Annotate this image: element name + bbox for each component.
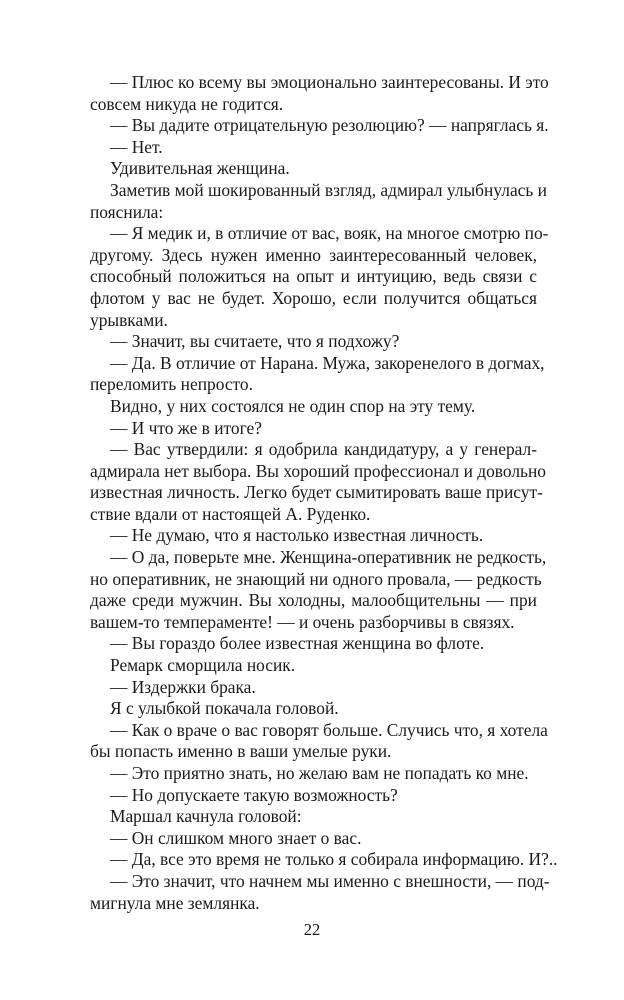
text-line: — Это приятно знать, но желаю вам не попадать ко мне. [110,763,529,783]
text-line: переломить непросто. [90,374,253,395]
paragraph [90,418,537,440]
text-line: — О да, поверьте мне. Женщина-оперативник не редкость, [110,547,547,568]
paragraph [90,655,537,677]
paragraph [90,849,558,871]
text-line: известная личность. Легко будет сымитировать ваше присут- [90,482,543,503]
text-line: — Да. В отличие от Нарана. Мужа, закоренелого в догмах, [110,352,545,373]
paragraph [90,719,548,763]
text-line: — Как о враче о вас говорят больше. Случись что, я хотела [110,719,548,740]
text-line: ствие вдали от настоящей А. Руденко. [90,503,371,524]
text-line: — Издержки брака. [110,676,256,697]
text-line: — Вы дадите отрицательную резолюцию? — напряглась я. [110,115,549,136]
text-line: Заметив мой шокированный взгляд, адмирал улыбнулась и [110,179,547,200]
paragraph [90,763,537,785]
paragraph [90,439,546,525]
paragraph [90,677,537,699]
text-line: мигнула мне землянка. [90,892,260,913]
paragraph [90,72,549,115]
paragraph [90,158,537,180]
text-line: — Я медик и, в отличие от вас, вояк, на многое смотрю по- [110,223,549,244]
paragraph [90,331,537,353]
paragraph [90,785,537,807]
paragraph [90,870,550,914]
text-line: Я с улыбкой покачала головой. [110,698,339,719]
page-number: 22 [303,920,321,939]
paragraph [90,698,537,720]
text-line: — Вас утвердили: я одобрила кандидатуру, а у генерал- [110,439,537,460]
text-line: — Да, все это время не только я собирала информацию. И?.. [110,849,558,870]
text-line: Маршал качнула головой: [110,806,302,827]
paragraph [90,828,537,850]
text-line: — Это значит, что начнем мы именно с внешности, — под- [110,870,550,891]
paragraph [90,806,537,828]
text-line: — И что же в итоге? [110,417,262,438]
text-line: Ремарк сморщила носик. [110,655,296,676]
body-text [90,72,558,914]
text-line: урывками. [90,309,168,330]
paragraph [90,547,547,633]
paragraph [90,179,547,223]
paragraph [90,115,549,137]
text-line: — Вы гораздо более известная женщина во флоте. [110,633,485,654]
text-line: — Не думаю, что я настолько известная личность. [110,525,484,546]
text-line: адмирала нет выбора. Вы хороший профессионал и довольно [90,460,546,481]
text-line: флотом у вас не будет. Хорошо, если получится общаться [90,287,537,308]
text-line: даже среди мужчин. Вы холодны, малообщительны — при [90,590,537,611]
text-line: пояснила: [90,201,164,222]
paragraph [90,137,537,159]
paragraph [90,525,537,547]
paragraph [90,352,545,396]
paragraph [90,633,537,655]
text-line: Видно, у них состоялся не один спор на эту тему. [110,395,476,416]
text-line: способный положиться на опыт и интуицию, ведь связи с [90,266,537,287]
text-line: — Значит, вы считаете, что я подхожу? [110,331,400,352]
paragraph [90,396,537,418]
text-line: совсем никуда не годится. [90,93,284,114]
text-line: — Плюс ко всему вы эмоционально заинтересованы. И это [110,72,549,92]
text-line: другому. Здесь нужен именно заинтересованный человек, [90,244,537,265]
text-line: но оперативник, не знающий ни одного провала, — редкость [90,568,542,589]
text-line: бы попасть именно в ваши умелые руки. [90,741,392,762]
text-line: Удивительная женщина. [110,158,290,179]
text-line: вашем-то темпераменте! — и очень разборчивы в связях. [90,611,515,632]
text-line: — Нет. [110,136,163,157]
text-line: — Он слишком много знает о вас. [110,827,362,848]
paragraph [90,223,549,331]
text-line: — Но допускаете такую возможность? [110,784,398,805]
